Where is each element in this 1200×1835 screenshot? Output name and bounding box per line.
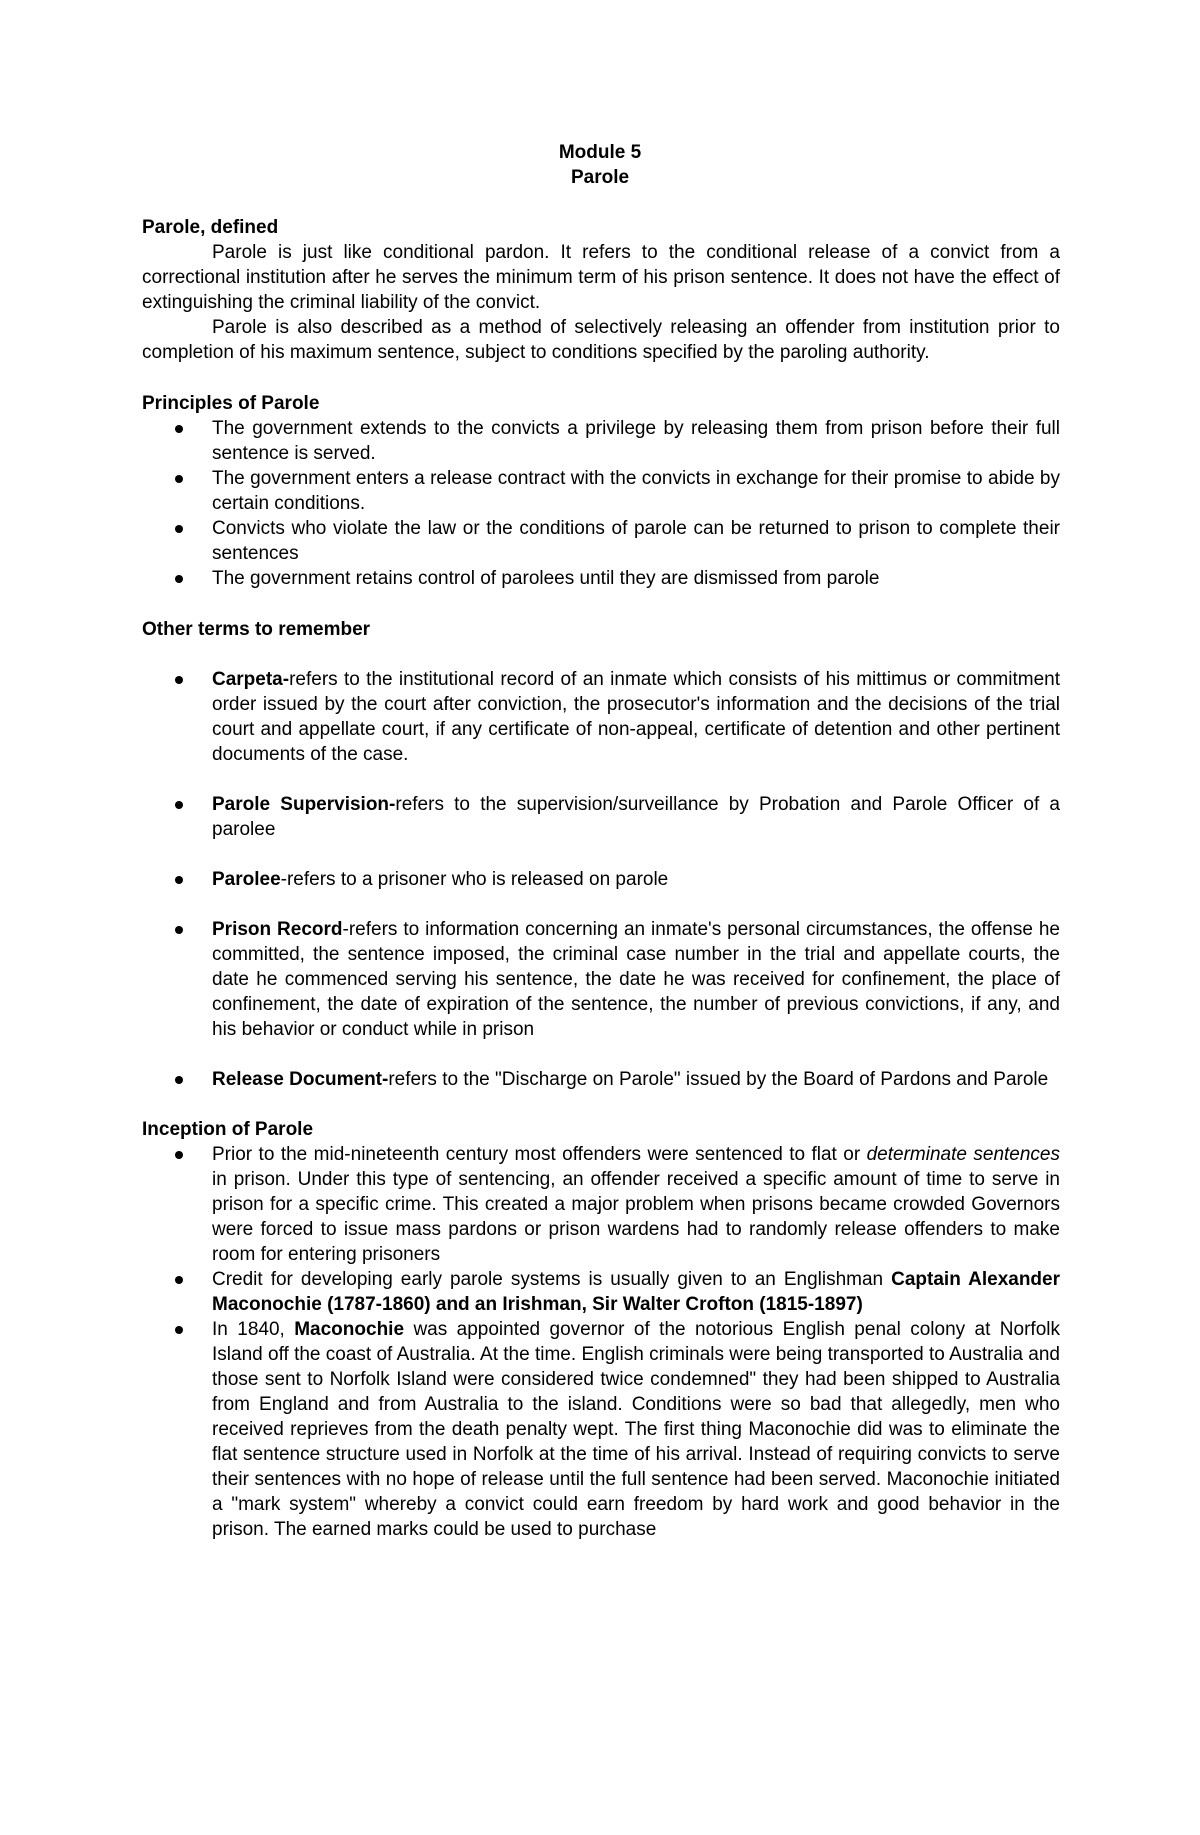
list-item: Credit for developing early parole systems is usually given to an Englishman Captain Alexander Maconochie (1787-1860) and an Irishman, Sir Walter Crofton (1815-1897) — [142, 1267, 1060, 1317]
section-heading: Principles of Parole — [142, 393, 320, 414]
list-item — [142, 667, 1060, 767]
bullet-icon — [175, 1326, 183, 1334]
bullet-list — [142, 1067, 1060, 1092]
bullet-list — [142, 1142, 1060, 1542]
section-parole-defined — [142, 215, 1060, 365]
term-label: Prison Record — [212, 919, 343, 940]
list-item: The government enters a release contract with the convicts in exchange for their promise to abide by certain conditions. — [142, 466, 1060, 516]
term-definition: -refers to information concerning an inmate's personal circumstances, the offense he committed, the sentence imposed, the criminal case number in the trial and appellate courts, the date he commenced serving his sentence, the date he was received for confinement, the place of confinement, the date of expiration of the sentence, the number of previous convictions, if any, and his behavior or conduct while in prison — [212, 919, 1060, 1040]
bullet-list — [142, 792, 1060, 842]
bullet-icon — [175, 575, 183, 583]
bold-names: Captain Alexander Maconochie (1787-1860) and an Irishman, Sir Walter Crofton (1815-1897) — [212, 1269, 1060, 1315]
paragraph: Parole is also described as a method of selectively releasing an offender from institution prior to completion of his maximum sentence, subject to conditions specified by the paroling authority. — [142, 317, 1060, 363]
italic-term: determinate sentences — [866, 1144, 1060, 1165]
list-item — [142, 792, 1060, 842]
document-body — [142, 215, 1060, 1542]
bullet-icon — [175, 801, 183, 809]
list-item: Convicts who violate the law or the conditions of parole can be returned to prison to complete their sentences — [142, 516, 1060, 566]
section-inception — [142, 1117, 1060, 1542]
bullet-icon — [175, 1151, 183, 1159]
term-label: Parolee — [212, 869, 281, 890]
term-definition: refers to the "Discharge on Parole" issued by the Board of Pardons and Parole — [388, 1069, 1049, 1090]
term-label: Release Document- — [212, 1069, 389, 1090]
list-item: Prior to the mid-nineteenth century most offenders were sentenced to flat or determinate sentences in prison. Under this type of sentencing, an offender received a specific amount of time to serve in prison for a specific crime. This created a major problem when prisons became crowded Governors were forced to issue mass pardons or prison wardens had to randomly release offenders to make room for entering prisoners — [142, 1142, 1060, 1267]
bullet-list — [142, 667, 1060, 767]
section-heading: Parole, defined — [142, 217, 279, 238]
section-other-terms — [142, 617, 1060, 1092]
term-label: Carpeta- — [212, 669, 290, 690]
bullet-icon — [175, 475, 183, 483]
bullet-icon — [175, 1076, 183, 1084]
bold-name: Maconochie — [294, 1319, 405, 1340]
term-definition: refers to the institutional record of an inmate which consists of his mittimus or commitment order issued by the court after conviction, the prosecutor's information and the decisions of the trial court and appellate court, if any certificate of non-appeal, certificate of detention and other pertinent documents of the case. — [212, 669, 1060, 765]
bullet-icon — [175, 425, 183, 433]
bullet-list — [142, 867, 1060, 892]
list-item: The government retains control of parolees until they are dismissed from parole — [142, 566, 1060, 591]
bullet-list — [142, 917, 1060, 1042]
bullet-icon — [175, 876, 183, 884]
bullet-icon — [175, 926, 183, 934]
bullet-icon — [175, 676, 183, 684]
module-number: Module 5 — [558, 142, 642, 163]
list-item: The government extends to the convicts a privilege by releasing them from prison before their full sentence is served. — [142, 416, 1060, 466]
page-title — [0, 140, 1200, 190]
list-item — [142, 917, 1060, 1042]
module-title: Parole — [570, 167, 630, 188]
term-definition: -refers to a prisoner who is released on parole — [280, 869, 669, 890]
list-item — [142, 1067, 1060, 1092]
section-principles — [142, 391, 1060, 591]
paragraph: Parole is just like conditional pardon. It refers to the conditional release of a convict from a correctional institution after he serves the minimum term of his prison sentence. It does not have the effect of extinguishing the criminal liability of the convict. — [142, 242, 1060, 313]
section-heading: Inception of Parole — [142, 1119, 314, 1140]
bullet-icon — [175, 1276, 183, 1284]
list-item — [142, 867, 1060, 892]
section-heading: Other terms to remember — [142, 619, 371, 640]
bullet-icon — [175, 525, 183, 533]
list-item: In 1840, Maconochie was appointed governor of the notorious English penal colony at Norfolk Island off the coast of Australia. At the time. English criminals were being transported to Australia and those sent to Norfolk Island were considered twice condemned" they had been shipped to Australia from England and from Australia to the island. Conditions were so bad that allegedly, men who received reprieves from the death penalty wept. The first thing Maconochie did was to eliminate the flat sentence structure used in Norfolk at the time of his arrival. Instead of requiring convicts to serve their sentences with no hope of release until the full sentence had been served. Maconochie initiated a "mark system" whereby a convict could earn freedom by hard work and good behavior in the prison. The earned marks could be used to purchase — [142, 1317, 1060, 1542]
term-definition: refers to the supervision/surveillance by Probation and Parole Officer of a parolee — [212, 794, 1060, 840]
bullet-list — [142, 416, 1060, 591]
term-label: Parole Supervision- — [212, 794, 396, 815]
